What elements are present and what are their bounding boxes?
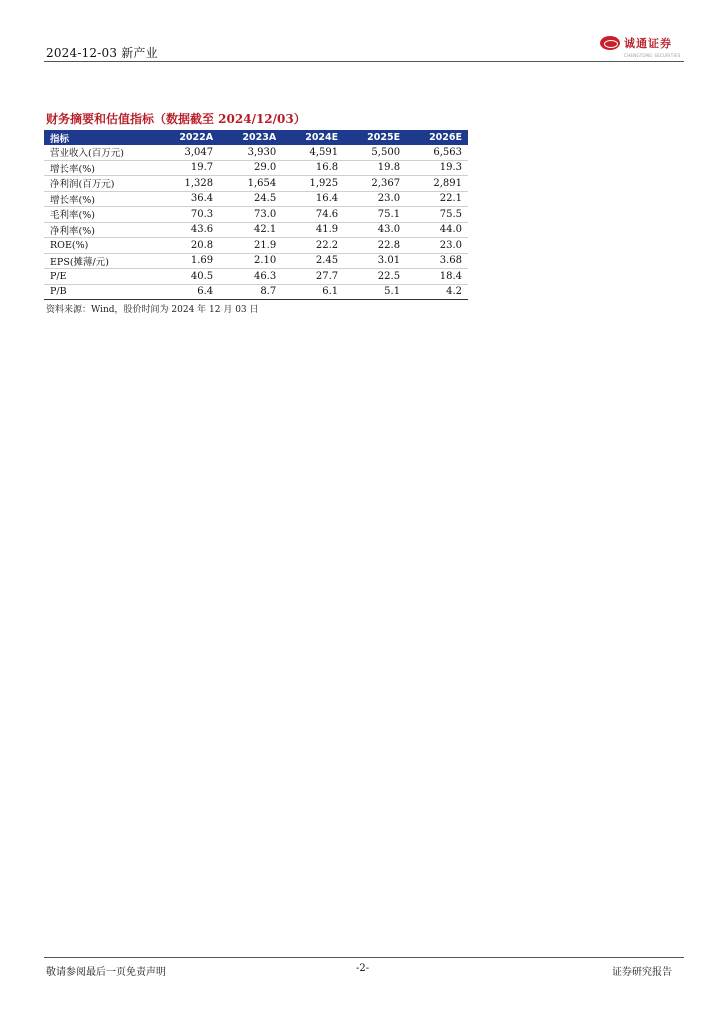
table-title: 财务摘要和估值指标（数据截至 2024/12/03） [46,112,306,126]
source-note: 资料来源：Wind，股价时间为 2024 年 12 月 03 日 [46,305,259,315]
table-cell: 36.4 [156,191,219,207]
row-label: 毛利率(%) [44,207,156,223]
company-logo [600,32,672,54]
table-cell: 16.4 [282,191,344,207]
table-cell: 70.3 [156,207,219,223]
table-cell: 18.4 [406,269,468,285]
table-cell: 75.1 [344,207,406,223]
table-cell: 73.0 [219,207,282,223]
table-cell: 43.6 [156,222,219,238]
table-cell: 5,500 [344,145,406,160]
table-cell: 2,367 [344,176,406,192]
table-row [44,191,468,207]
table-cell: 74.6 [282,207,344,223]
header-divider [44,61,684,62]
table-cell: 2,891 [406,176,468,192]
table-cell: 6.4 [156,284,219,300]
table-cell: 24.5 [219,191,282,207]
table-cell: 22.2 [282,238,344,254]
table-cell: 22.5 [344,269,406,285]
table-cell: 3.01 [344,253,406,269]
table-cell: 42.1 [219,222,282,238]
table-row [44,269,468,285]
row-label: 净利率(%) [44,222,156,238]
column-header: 指标 [44,130,156,145]
table-cell: 2.10 [219,253,282,269]
table-row [44,176,468,192]
logo-subtext: CHENGTONG SECURITIES [624,53,681,58]
row-label: 增长率(%) [44,191,156,207]
table-row [44,253,468,269]
table-cell: 19.3 [406,160,468,176]
table-cell: 20.8 [156,238,219,254]
table-cell: 23.0 [406,238,468,254]
table-row [44,160,468,176]
header-date-sector: 2024-12-03 新产业 [46,46,158,60]
table-row [44,222,468,238]
footer-report-type: 证券研究报告 [612,967,672,978]
table-cell: 1,328 [156,176,219,192]
logo-text: 诚通证券 [624,37,672,50]
column-header: 2022A [156,130,219,145]
table-cell: 4,591 [282,145,344,160]
footer-divider [44,957,684,958]
table-row [44,238,468,254]
table-cell: 75.5 [406,207,468,223]
row-label: P/E [44,269,156,285]
table-cell: 21.9 [219,238,282,254]
row-label: P/B [44,284,156,300]
row-label: 营业收入(百万元) [44,145,156,160]
table-cell: 5.1 [344,284,406,300]
table-cell: 6,563 [406,145,468,160]
table-cell: 3,930 [219,145,282,160]
table-cell: 19.7 [156,160,219,176]
table-cell: 4.2 [406,284,468,300]
table-cell: 22.8 [344,238,406,254]
table-cell: 23.0 [344,191,406,207]
table-row [44,284,468,300]
table-cell: 43.0 [344,222,406,238]
column-header: 2026E [406,130,468,145]
table-cell: 1,654 [219,176,282,192]
table-cell: 41.9 [282,222,344,238]
column-header: 2023A [219,130,282,145]
row-label: 净利润(百万元) [44,176,156,192]
row-label: EPS(摊薄/元) [44,253,156,269]
table-cell: 1,925 [282,176,344,192]
page-number: -2- [356,963,370,974]
table-header-row [44,130,468,145]
table-cell: 1.69 [156,253,219,269]
table-cell: 8.7 [219,284,282,300]
table-cell: 3.68 [406,253,468,269]
column-header: 2025E [344,130,406,145]
table-cell: 40.5 [156,269,219,285]
table-cell: 46.3 [219,269,282,285]
row-label: 增长率(%) [44,160,156,176]
table-cell: 22.1 [406,191,468,207]
table-cell: 3,047 [156,145,219,160]
table-cell: 2.45 [282,253,344,269]
financial-summary-table [44,130,468,300]
row-label: ROE(%) [44,238,156,254]
column-header: 2024E [282,130,344,145]
table-cell: 16.8 [282,160,344,176]
table-cell: 27.7 [282,269,344,285]
table-row [44,145,468,160]
footer-disclaimer: 敬请参阅最后一页免责声明 [46,967,166,978]
table-cell: 29.0 [219,160,282,176]
logo-emblem-icon [600,36,620,50]
table-cell: 19.8 [344,160,406,176]
table-row [44,207,468,223]
table-cell: 44.0 [406,222,468,238]
table-cell: 6.1 [282,284,344,300]
